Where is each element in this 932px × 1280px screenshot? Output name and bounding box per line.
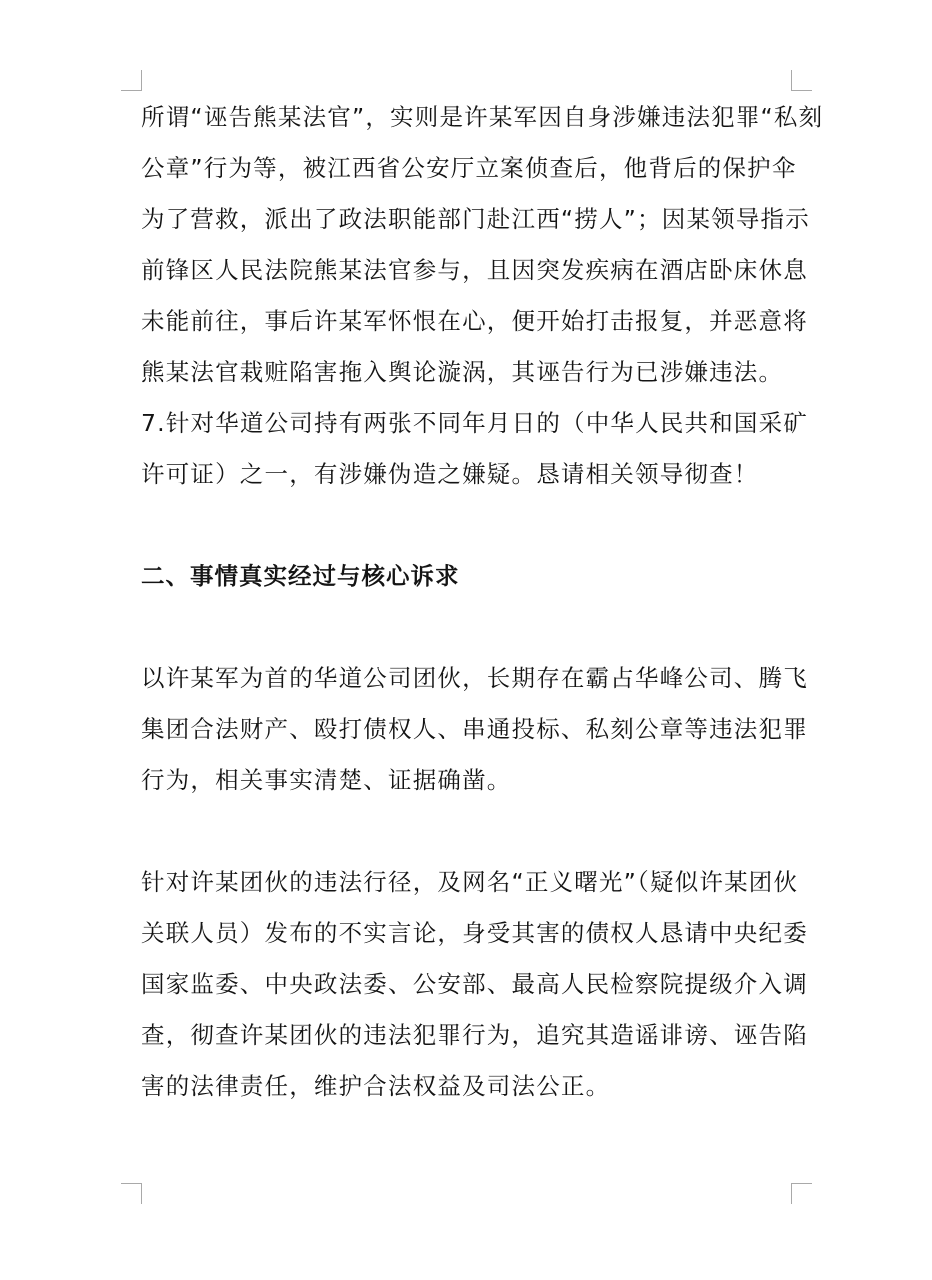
blank-line: [141, 602, 801, 653]
text-line: 为了营救，派出了政法职能部门赴江西“捞人”；因某领导指示: [141, 205, 810, 233]
text-line: 关联人员）发布的不实言论，身受其害的债权人恳请中央纪委: [141, 919, 808, 947]
document-body: [141, 92, 824, 1112]
text-line: 国家监委、中央政法委、公安部、最高人民检察院提级介入调: [141, 970, 808, 998]
text-line: 熊某法官栽赃陷害拖入舆论漩涡，其诬告行为已涉嫌违法。: [141, 358, 784, 386]
paragraph-appeal: [141, 857, 808, 1112]
paragraph-false-accusation: [141, 92, 824, 398]
blank-line: [141, 806, 801, 857]
text-line: 公章”行为等，被江西省公安厅立案侦查后，他背后的保护伞: [141, 154, 797, 182]
text-line: 害的法律责任，维护合法权益及司法公正。: [141, 1072, 611, 1100]
list-item-7: [141, 398, 809, 500]
page-corner-mark-bottom-left: [121, 1183, 142, 1204]
text-line: 未能前往，事后许某军怀恨在心，便开始打击报复，并恶意将: [141, 307, 808, 335]
text-line: 针对许某团伙的违法行径，及网名“正义曙光”（疑似许某团伙: [141, 868, 799, 896]
page-corner-mark-top-right: [791, 70, 812, 91]
paragraph-facts: [141, 653, 808, 806]
text-line: 所谓“诬告熊某法官”，实则是许某军因自身涉嫌违法犯罪“私刻: [141, 103, 824, 131]
section-heading: 二、事情真实经过与核心诉求: [141, 562, 460, 590]
page-corner-mark-top-left: [121, 70, 142, 91]
text-line: 许可证）之一，有涉嫌伪造之嫌疑。恳请相关领导彻查！: [141, 460, 759, 488]
text-line: 前锋区人民法院熊某法官参与，且因突发疾病在酒店卧床休息: [141, 256, 808, 284]
text-line: 集团合法财产、殴打债权人、串通投标、私刻公章等违法犯罪: [141, 715, 808, 743]
text-line: 以许某军为首的华道公司团伙，长期存在霸占华峰公司、腾飞: [141, 664, 808, 692]
text-line: 行为，相关事实清楚、证据确凿。: [141, 766, 512, 794]
text-line: 7.针对华道公司持有两张不同年月日的（中华人民共和国采矿: [141, 409, 809, 437]
blank-line: [141, 500, 801, 551]
page-corner-mark-bottom-right: [791, 1183, 812, 1204]
text-line: 查，彻查许某团伙的违法犯罪行为，追究其造谣诽谤、诬告陷: [141, 1021, 808, 1049]
